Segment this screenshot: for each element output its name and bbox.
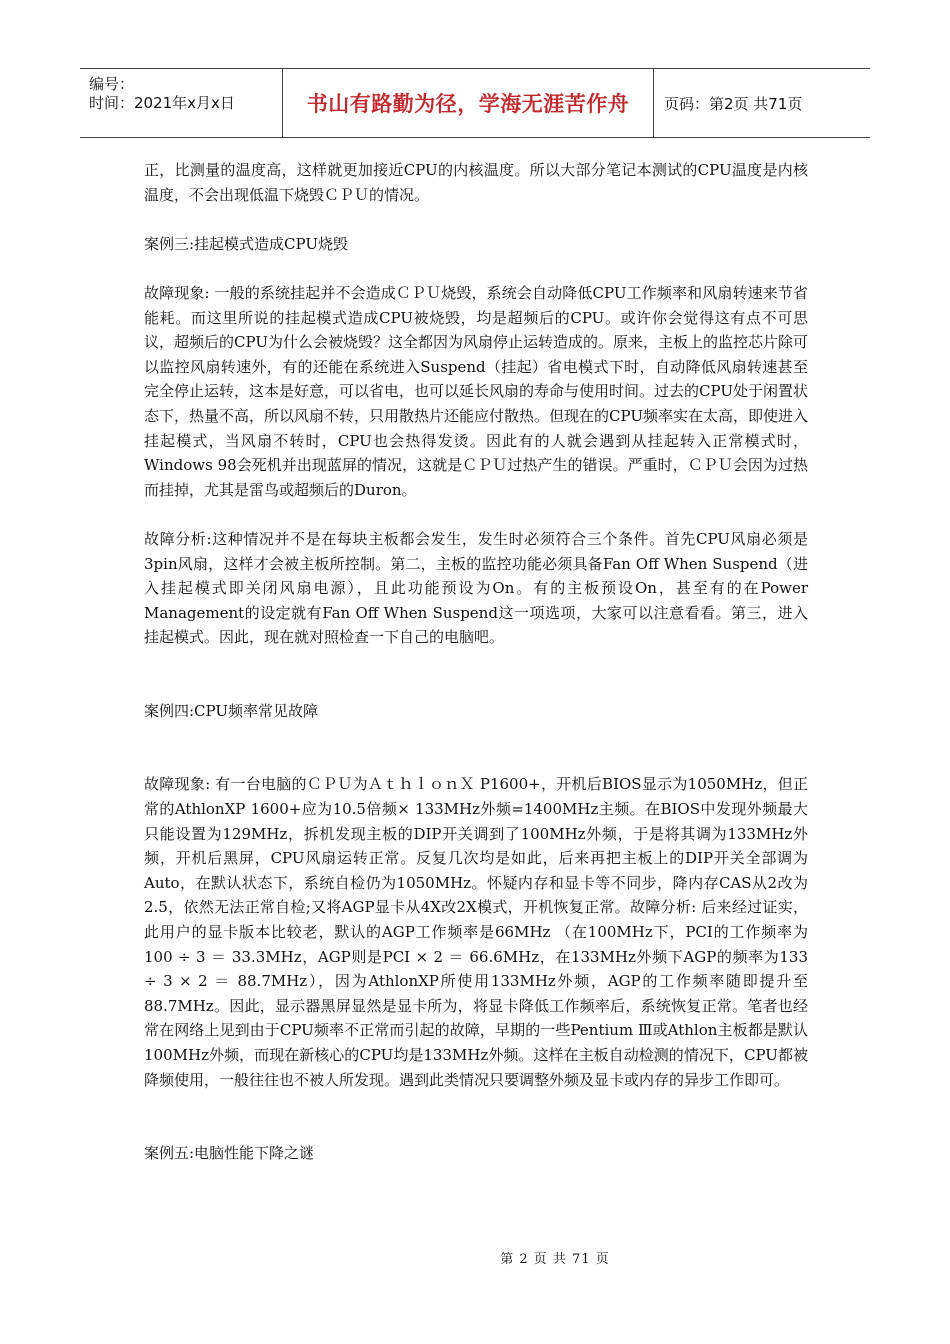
case-three-heading: 案例三:挂起模式造成CPU烧毁 (144, 234, 349, 253)
header-meta-cell (80, 69, 283, 137)
document-number-label: 编号： (89, 75, 135, 93)
case-five-heading: 案例五:电脑性能下降之谜 (144, 1144, 315, 1163)
paragraph-continuation: 正，比测量的温度高，这样就更加接近CPU的内核温度。所以大部分笔记本测试的CPU温度是内核温度，不会出现低温下烧毁ＣＰＵ的情况。 (144, 161, 808, 204)
page-header (80, 68, 870, 138)
header-page-info: 页码：第2页 共71页 (664, 94, 803, 113)
document-body (144, 158, 808, 1166)
header-motto-cell (283, 69, 654, 137)
case-four-heading: 案例四:CPU频率常见故障 (144, 701, 319, 720)
case-three-analysis: 故障分析:这种情况并不是在每块主板都会发生，发生时必须符合三个条件。首先CPU风扇必须是3pin风扇，这样才会被主板所控制。第二，主板的监控功能必须具备Fan Off When Suspend（进入挂起模式即关闭风扇电源），且此功能预设为On。有的主板预设On，甚至有的在Power Management的设定就有Fan Off When Suspend这一项选项，大家可以注意看看。第三，进入挂起模式。因此，现在就对照检查一下自己的电脑吧。 (144, 529, 808, 647)
page-footer: 第 2 页 共 71 页 (500, 1252, 610, 1267)
header-motto: 书山有路勤为径，学海无涯苦作舟 (306, 92, 630, 116)
document-date-label: 时间：2021年x月x日 (89, 94, 235, 112)
case-four-symptom: 故障现象: 有一台电脑的ＣＰＵ为ＡｔｈｌｏｎＸ P1600+，开机后BIOS显示为1050MHz，但正常的AthlonXP 1600+应为10.5倍频× 133MHz外频=1400MHz主频。在BIOS中发现外频最大只能设置为129MHz，拆机发现主板的DIP开关调到了100MHz外频，于是将其调为133MHz外频，开机后黑屏，CPU风扇运转正常。反复几次均是如此，后来再把主板上的DIP开关全部调为Auto，在默认状态下，系统自检仍为1050MHz。怀疑内存和显卡等不同步，降内存CAS从2改为2.5，依然无法正常自检;又将AGP显卡从4X改2X模式，开机恢复正常。故障分析: 后来经过证实，此用户的显卡版本比较老，默认的AGP工作频率是66MHz （在100MHz下，PCI的工作频率为100 ÷ 3 ＝ 33.3MHz，AGP则是PCI × 2 ＝ 66.6MHz，在133MHz外频下AGP的频率为133 ÷ 3 × 2 ＝ 88.7MHz），因为AthlonXP所使用133MHz外频，AGP的工作频率随即提升至88.7MHz。因此，显示器黑屏显然是显卡所为，将显卡降低工作频率后，系统恢复正常。笔者也经常在网络上见到由于CPU频率不正常而引起的故障，早期的一些Pentium Ⅲ或Athlon主板都是默认100MHz外频，而现在新核心的CPU均是133MHz外频。这样在主板自动检测的情况下，CPU都被降频使用，一般往往也不被人所发现。遇到此类情况只要调整外频及显卡或内存的异步工作即可。 (144, 775, 808, 1089)
case-three-symptom: 故障现象: 一般的系统挂起并不会造成ＣＰＵ烧毁，系统会自动降低CPU工作频率和风扇转速来节省能耗。而这里所说的挂起模式造成CPU被烧毁，均是超频后的CPU。或许你会觉得这有点不可思议，超频后的CPU为什么会被烧毁？这全都因为风扇停止运转造成的。原来，主板上的监控芯片除可以监控风扇转速外，有的还能在系统进入Suspend（挂起）省电模式下时，自动降低风扇转速甚至完全停止运转，这本是好意，可以省电，也可以延长风扇的寿命与使用时间。过去的CPU处于闲置状态下，热量不高，所以风扇不转，只用散热片还能应付散热。但现在的CPU频率实在太高，即使进入挂起模式，当风扇不转时，CPU也会热得发烫。因此有的人就会遇到从挂起转入正常模式时，Windows 98会死机并出现蓝屏的情况，这就是ＣＰＵ过热产生的错误。严重时，ＣＰＵ会因为过热而挂掉，尤其是雷鸟或超频后的Duron。 (144, 283, 808, 499)
